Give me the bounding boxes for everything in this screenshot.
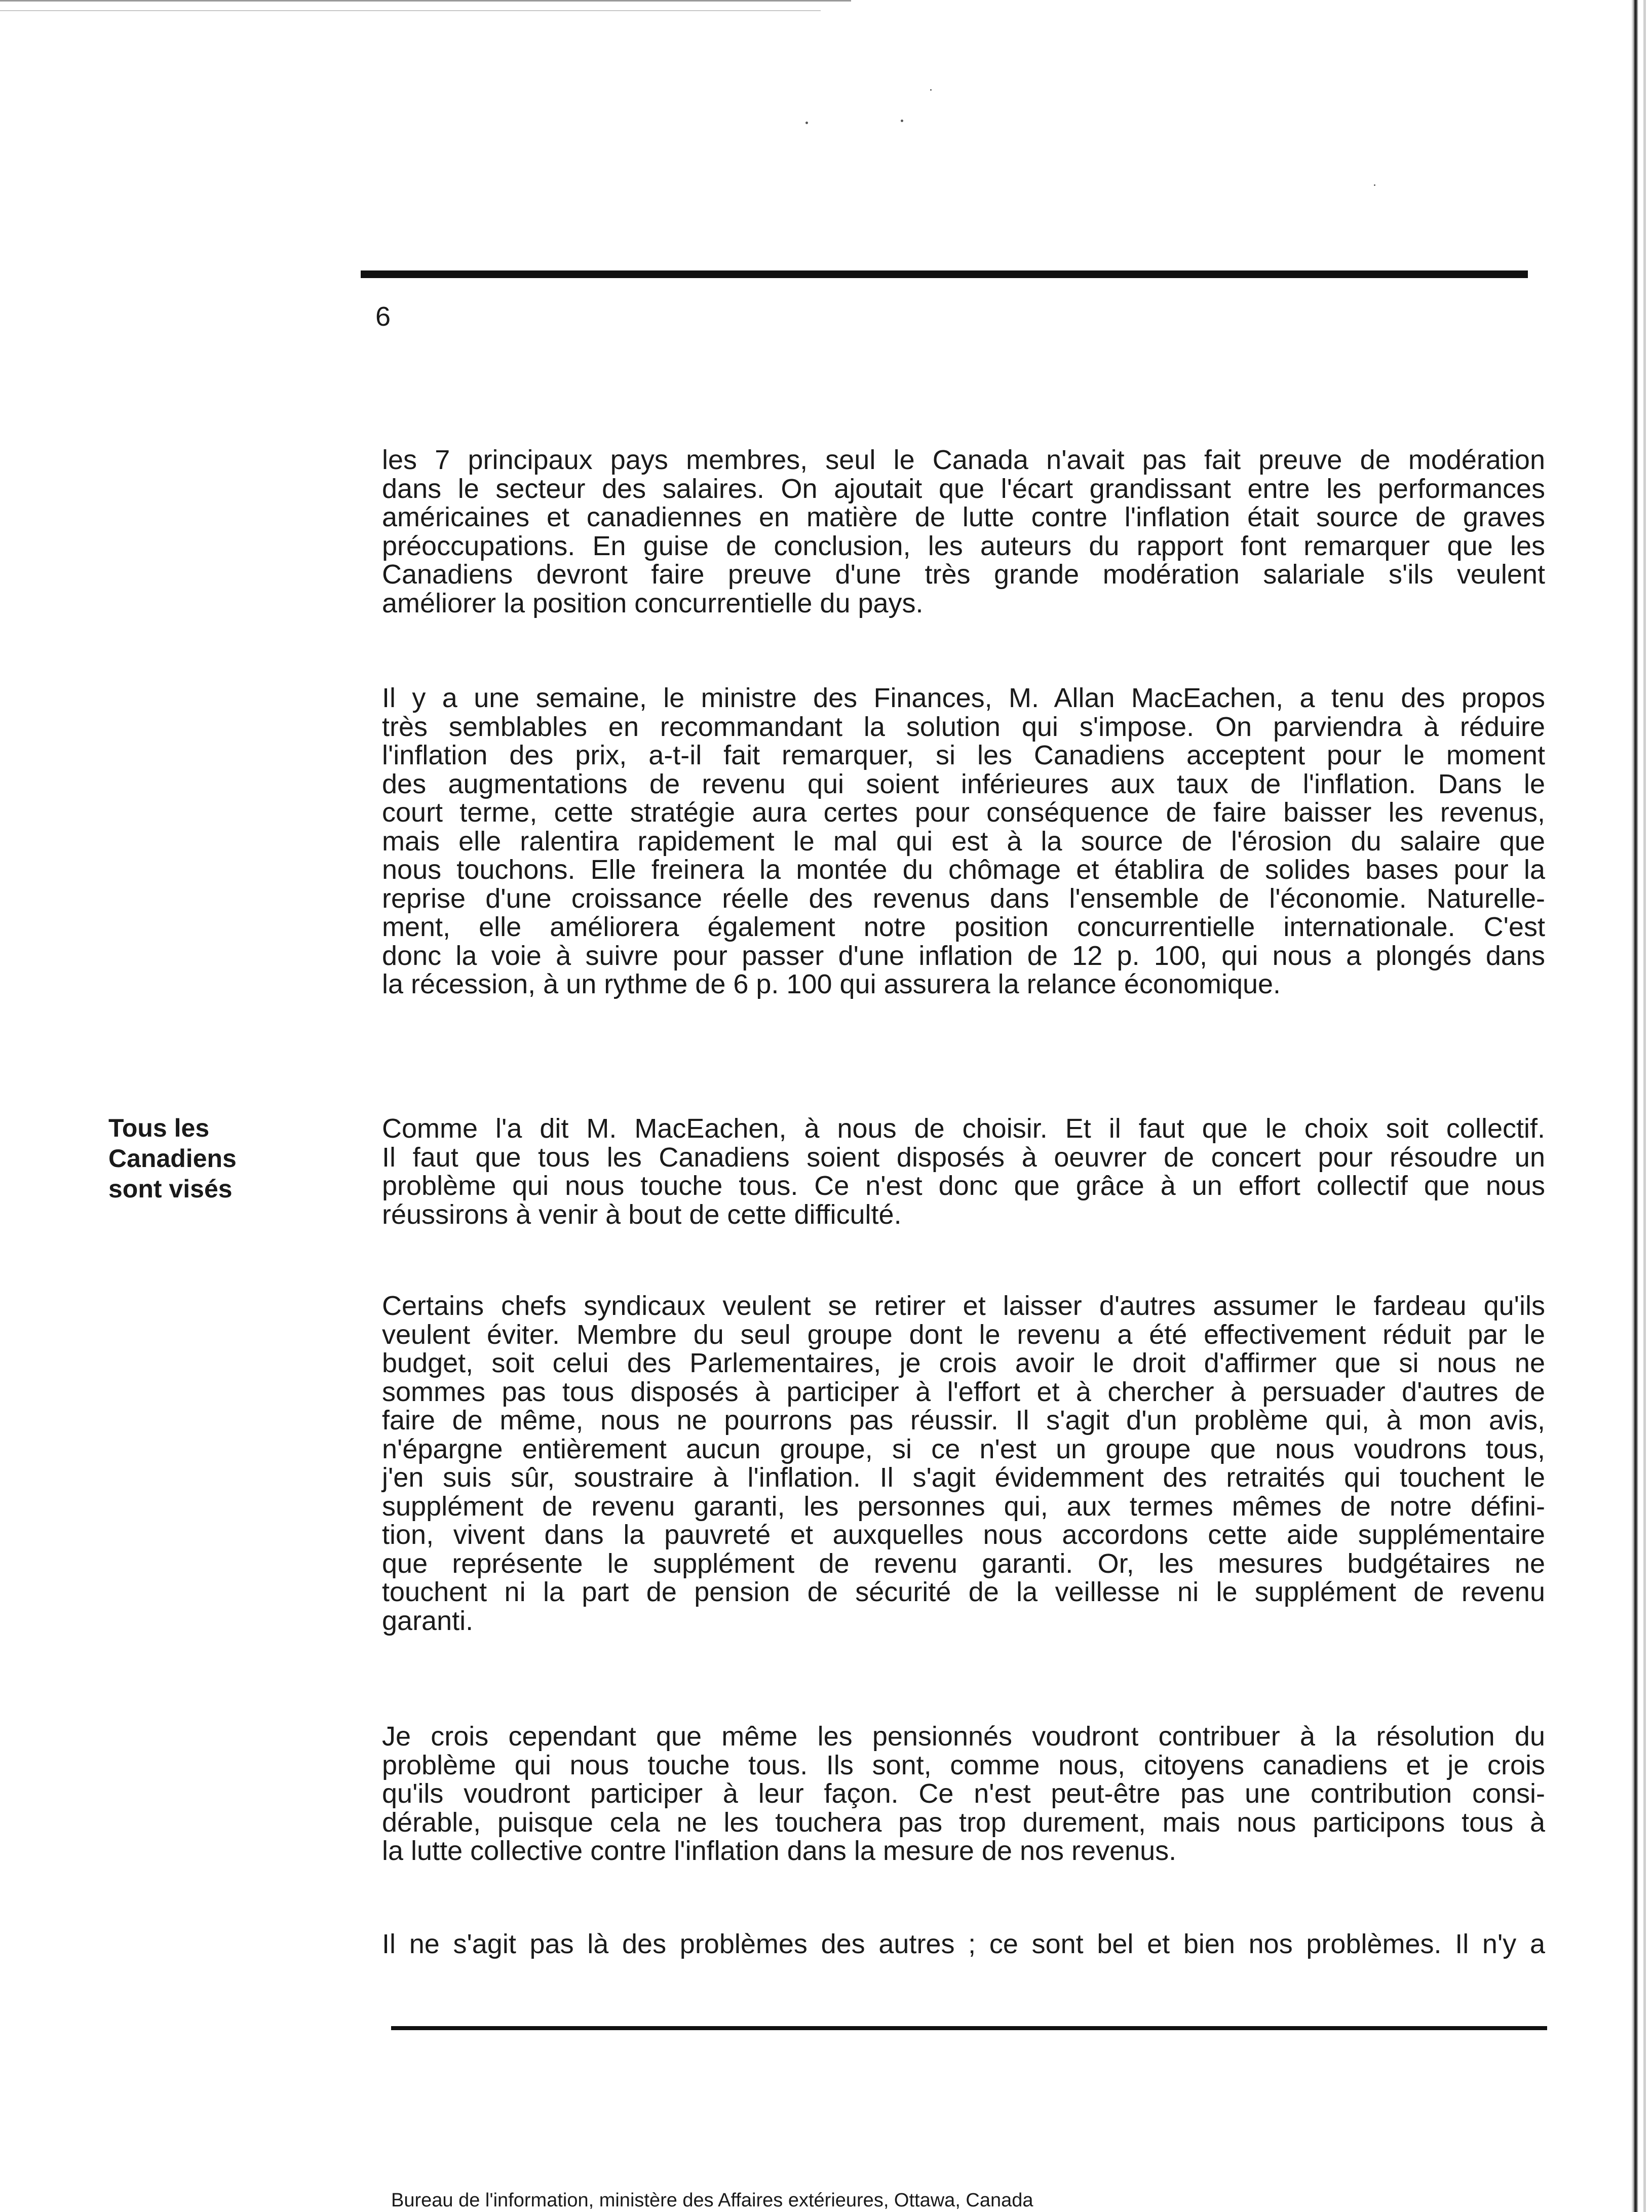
scan-edge-top-secondary [0, 10, 821, 11]
scan-edge-top [0, 0, 851, 2]
text-line: Certains chefs syndicaux veulent se retirer et laisser d'autres assumer le fardeau qu'ils [382, 1291, 1545, 1321]
page-number: 6 [375, 301, 391, 332]
scan-speck [930, 89, 932, 91]
text-line: touchent ni la part de pension de sécurité de la veillesse ni le supplément de revenu [382, 1577, 1545, 1607]
scan-speck [1374, 184, 1375, 186]
text-line: reprise d'une croissance réelle des revenus dans l'ensemble de l'économie. Naturelle- [382, 883, 1545, 914]
text-line: budget, soit celui des Parlementaires, je crois avoir le droit d'affirmer que si nous ne [382, 1348, 1545, 1378]
text-line: supplément de revenu garanti, les personnes qui, aux termes mêmes de notre défini- [382, 1491, 1545, 1522]
text-line: mais elle ralentira rapidement le mal qui est à la source de l'érosion du salaire que [382, 826, 1545, 857]
text-line: ment, elle améliorera également notre position concurrentielle internationale. C'est [382, 912, 1545, 942]
text-line: n'épargne entièrement aucun groupe, si ce n'est un groupe que nous voudrons tous, [382, 1433, 1545, 1464]
text-line: très semblables en recommandant la solution qui s'impose. On parviendra à réduire [382, 711, 1545, 742]
text-line: Il ne s'agit pas là des problèmes des autres ; ce sont bel et bien nos problèmes. Il n'y a [382, 1929, 1545, 1959]
text-line: qu'ils voudront participer à leur façon. Ce n'est peut-être pas une contribution consi- [382, 1778, 1545, 1809]
text-line: garanti. [382, 1605, 474, 1636]
text-line: dérable, puisque cela ne les touchera pas trop durement, mais nous participons tous à [382, 1807, 1545, 1838]
header-rule [361, 270, 1528, 278]
text-line: américaines et canadiennes en matière de lutte contre l'inflation était source de graves [382, 502, 1545, 532]
text-line: Je crois cependant que même les pensionnés voudront contribuer à la résolution du [382, 1721, 1545, 1752]
text-line: réussirons à venir à bout de cette difficulté. [382, 1199, 902, 1230]
margin-heading-line: Tous les [108, 1114, 210, 1142]
text-line: les 7 principaux pays membres, seul le Canada n'avait pas fait preuve de modération [382, 445, 1545, 475]
text-line: préoccupations. En guise de conclusion, les auteurs du rapport font remarquer que les [382, 530, 1545, 561]
scan-speck [805, 122, 808, 124]
text-line: j'en suis sûr, soustraire à l'inflation. Il s'agit évidemment des retraités qui touchent le [382, 1462, 1545, 1493]
text-line: améliorer la position concurrentielle du pays. [382, 588, 924, 618]
text-line: donc la voie à suivre pour passer d'une inflation de 12 p. 100, qui nous a plongés dans [382, 940, 1545, 971]
text-line: des augmentations de revenu qui soient inférieures aux taux de l'inflation. Dans le [382, 768, 1545, 799]
text-line: la lutte collective contre l'inflation dans la mesure de nos revenus. [382, 1836, 1177, 1866]
margin-heading-line: Canadiens [108, 1144, 237, 1173]
scan-edge-binding-secondary [1643, 0, 1646, 2212]
text-line: problème qui nous touche tous. Ils sont, comme nous, citoyens canadiens et je crois [382, 1750, 1545, 1780]
text-line: faire de même, nous ne pourrons pas réussir. Il s'agit d'un problème qui, à mon avis, [382, 1405, 1545, 1435]
text-line: Comme l'a dit M. MacEachen, à nous de choisir. Et il faut que le choix soit collectif. [382, 1113, 1545, 1144]
text-line: que représente le supplément de revenu garanti. Or, les mesures budgétaires ne [382, 1548, 1545, 1579]
text-line: la récession, à un rythme de 6 p. 100 qui assurera la relance économique. [382, 969, 1281, 999]
margin-heading-line: sont visés [108, 1175, 233, 1203]
text-line: Il faut que tous les Canadiens soient disposés à oeuvrer de concert pour résoudre un [382, 1142, 1545, 1173]
text-line: Il y a une semaine, le ministre des Finances, M. Allan MacEachen, a tenu des propos [382, 683, 1545, 713]
text-line: sommes pas tous disposés à participer à l'effort et à chercher à persuader d'autres de [382, 1376, 1545, 1407]
footer-rule [391, 2026, 1547, 2030]
scan-speck [901, 120, 903, 122]
text-line: tion, vivent dans la pauvreté et auxquelles nous accordons cette aide supplémentaire [382, 1520, 1545, 1550]
text-line: problème qui nous touche tous. Ce n'est donc que grâce à un effort collectif que nous [382, 1171, 1545, 1201]
text-line: Canadiens devront faire preuve d'une très grande modération salariale s'ils veulent [382, 559, 1545, 590]
text-line: veulent éviter. Membre du seul groupe dont le revenu a été effectivement réduit par le [382, 1319, 1545, 1350]
text-line: nous touchons. Elle freinera la montée du chômage et établira de solides bases pour la [382, 855, 1545, 885]
scan-edge-binding [1631, 0, 1638, 2212]
footer-credit: Bureau de l'information, ministère des Affaires extérieures, Ottawa, Canada [391, 2190, 1033, 2211]
text-line: court terme, cette stratégie aura certes pour conséquence de faire baisser les revenus, [382, 797, 1545, 828]
margin-heading [108, 1113, 321, 1204]
text-line: dans le secteur des salaires. On ajoutait que l'écart grandissant entre les performances [382, 473, 1545, 504]
text-line: l'inflation des prix, a-t-il fait remarquer, si les Canadiens acceptent pour le moment [382, 740, 1545, 770]
